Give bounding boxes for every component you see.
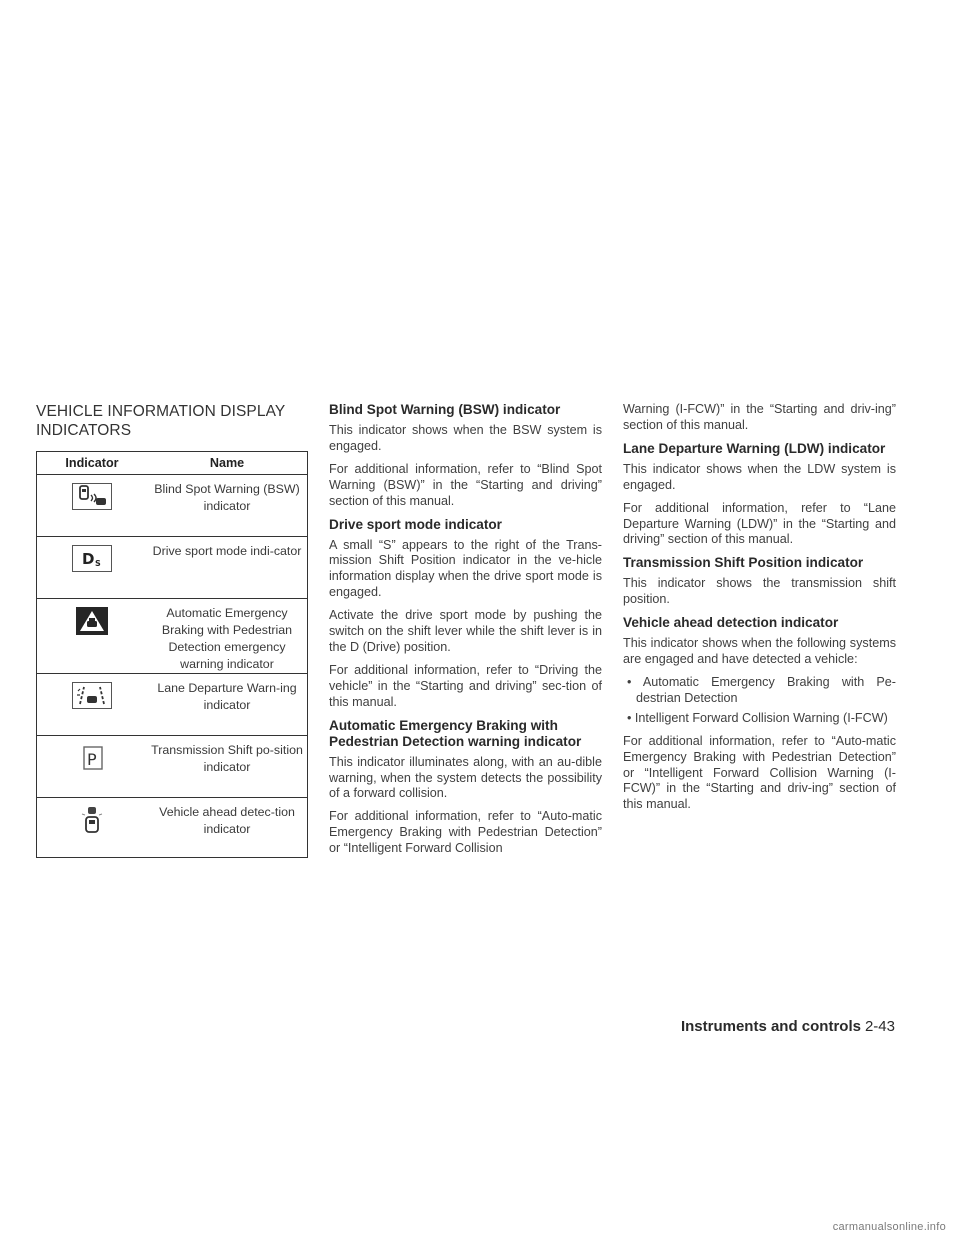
table-row (37, 736, 308, 798)
indicator-name: Transmission Shift po-sition indicator (147, 736, 308, 798)
vad-bullet-list (623, 675, 896, 727)
watermark: carmanualsonline.info (832, 1221, 946, 1233)
right-column (623, 402, 896, 820)
ldw-heading: Lane Departure Warning (LDW) indicator (623, 440, 886, 456)
page-number: 2-43 (864, 1018, 895, 1035)
table-row (37, 798, 308, 858)
aeb-pedestrian-warning-icon (73, 607, 111, 635)
tsp-heading: Transmission Shift Position indicator (623, 555, 864, 571)
table-row (37, 475, 308, 537)
sport-heading: Drive sport mode indicator (329, 516, 502, 532)
section-title: VEHICLE INFORMATION DISPLAY INDICATORS (36, 403, 286, 439)
indicator-table (36, 451, 308, 858)
svg-text:P: P (87, 750, 97, 769)
bsw-paragraph: This indicator shows when the BSW system is engaged. (329, 423, 602, 453)
aeb-heading: Automatic Emergency Braking with Pedestrian Detection warning indicator (329, 717, 582, 749)
bsw-reference: For additional information, refer to “Blind Spot Warning (BSW)” in the “Starting and driving” section of this manual. (329, 461, 602, 508)
list-item: • Intelligent Forward Collision Warning (I-FCW) (623, 711, 896, 727)
indicator-name: Blind Spot Warning (BSW) indicator (154, 482, 300, 513)
indicator-name: Drive sport mode indi-cator (147, 537, 308, 599)
table-row (37, 674, 308, 736)
indicator-name: Vehicle ahead detec-tion indicator (147, 798, 308, 858)
tsp-paragraph: This indicator shows the transmission shift position. (623, 576, 896, 607)
header-indicator: Indicator (37, 452, 148, 475)
vad-heading: Vehicle ahead detection indicator (623, 615, 839, 631)
ldw-reference: For additional information, refer to “Lane Departure Warning (LDW)” in the “Starting and driving” section of this manual. (623, 500, 896, 547)
indicator-name: Lane Departure Warn-ing indicator (147, 674, 308, 736)
svg-text:D: D (82, 550, 95, 568)
sport-activation: Activate the drive sport mode by pushing the switch on the shift lever while the shift lever is in the D (Drive) position. (329, 608, 602, 654)
sport-paragraph: A small “S” appears to the right of the Trans-mission Shift Position indicator in the ve-hicle information display when the drive sport mode is engaged. (329, 537, 602, 600)
bsw-heading: Blind Spot Warning (BSW) indicator (329, 402, 561, 417)
aeb-reference: For additional information, refer to “Auto-matic Emergency Braking with Pedestrian Detection” or “Intelligent Forward Collision (329, 809, 602, 856)
aeb-paragraph: This indicator illuminates along, with an au-dible warning, when the system detects the possibility of a forward collision. (329, 754, 602, 801)
indicator-name: Automatic Emergency Braking with Pedestrian Detection emergency warning indicator (147, 599, 308, 674)
lane-departure-warning-icon (72, 682, 112, 709)
vehicle-ahead-detection-icon (72, 806, 112, 834)
middle-column (329, 402, 602, 864)
aeb-reference-continued: Warning (I-FCW)” in the “Starting and driv-ing” section of this manual. (623, 402, 896, 432)
page-footer (681, 1018, 895, 1035)
list-item: • Automatic Emergency Braking with Pe-destrian Detection (623, 675, 896, 707)
vad-paragraph: This indicator shows when the following systems are engaged and have detected a vehicle: (623, 636, 896, 667)
sport-reference: For additional information, refer to “Driving the vehicle” in the “Starting and driving” sec-tion of this manual. (329, 662, 602, 709)
table-header-row (37, 452, 308, 475)
table-row (37, 537, 308, 599)
drive-sport-mode-icon (72, 545, 112, 572)
bsw-indicator-icon (72, 483, 112, 510)
transmission-shift-p-icon (72, 744, 112, 772)
vad-reference: For additional information, refer to “Auto-matic Emergency Braking with Pedestrian Detection” or “Intelligent Forward Collision Warning (I-FCW)” in the “Starting and driv-ing” section of this manual. (623, 733, 896, 812)
footer-section-title: Instruments and controls (680, 1018, 861, 1035)
table-row (37, 599, 308, 674)
left-column (36, 402, 308, 858)
svg-text:S: S (95, 559, 101, 568)
ldw-paragraph: This indicator shows when the LDW system is engaged. (623, 461, 896, 492)
header-name: Name (147, 452, 308, 475)
